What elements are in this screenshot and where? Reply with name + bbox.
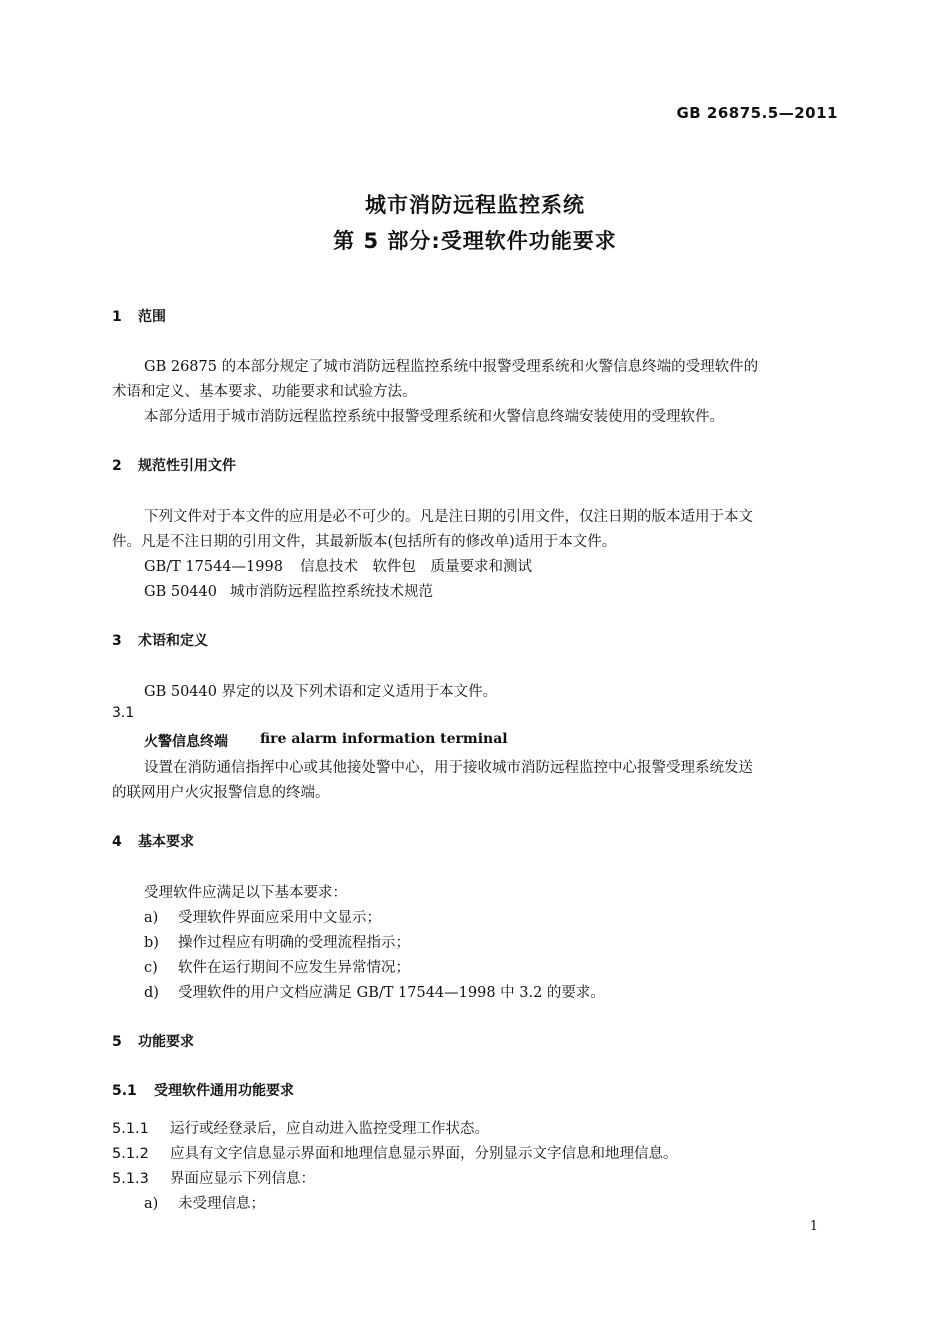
section-heading-terms	[112, 630, 208, 650]
reference-item	[144, 580, 433, 601]
section-heading-basic-requirements	[112, 831, 194, 851]
list-text: 未受理信息；	[178, 1196, 265, 1212]
reference-title: 城市消防远程监控系统技术规范	[230, 584, 433, 600]
subsection-title: 受理软件通用功能要求	[154, 1083, 294, 1099]
list-marker: d)	[144, 985, 159, 1001]
paragraph-applicability: 本部分适用于城市消防远程监控系统中报警受理系统和火警信息终端安装使用的受理软件。	[144, 409, 724, 425]
subsection-heading-general-functions	[112, 1080, 294, 1100]
clause-number: 5.1.1	[112, 1121, 149, 1137]
paragraph-scope-line2: 术语和定义、基本要求、功能要求和试验方法。	[112, 384, 417, 400]
document-subtitle: 第 5 部分:受理软件功能要求	[333, 229, 617, 253]
reference-title: 信息技术 软件包 质量要求和测试	[300, 559, 532, 575]
section-title: 基本要求	[138, 834, 194, 850]
clause-number: 5.1.3	[112, 1171, 149, 1187]
section-number: 5	[112, 1034, 122, 1050]
section-heading-normative-references	[112, 455, 236, 475]
clause-item	[112, 1167, 315, 1188]
list-text: 软件在运行期间不应发生异常情况；	[178, 960, 410, 976]
section-title: 术语和定义	[138, 633, 208, 649]
list-marker: c)	[144, 960, 158, 976]
term-definition-line2: 的联网用户火灾报警信息的终端。	[112, 785, 330, 801]
list-marker: a)	[144, 1196, 159, 1212]
list-text: 受理软件的用户文档应满足 GB/T 17544—1998 中 3.2 的要求。	[178, 985, 605, 1001]
standard-code: GB 26875.5—2011	[676, 104, 838, 122]
document-title: 城市消防远程监控系统	[365, 193, 585, 217]
page-number: 1	[809, 1219, 818, 1234]
section-number: 3	[112, 633, 122, 649]
clause-text: 应具有文字信息显示界面和地理信息显示界面，分别显示文字信息和地理信息。	[170, 1146, 678, 1162]
paragraph-references-line1: 下列文件对于本文件的应用是必不可少的。凡是注日期的引用文件，仅注日期的版本适用于本文	[144, 509, 753, 525]
section-number: 1	[112, 309, 122, 325]
paragraph-basic-intro: 受理软件应满足以下基本要求：	[144, 885, 347, 901]
reference-item	[144, 555, 532, 576]
list-item	[144, 1192, 265, 1213]
reference-code: GB/T 17544—1998	[144, 559, 283, 575]
clause-item	[112, 1117, 489, 1138]
list-text: 操作过程应有明确的受理流程指示；	[178, 935, 410, 951]
term-chinese: 火警信息终端	[144, 734, 228, 750]
section-number: 4	[112, 834, 122, 850]
list-item	[144, 956, 410, 977]
section-title: 范围	[138, 309, 166, 325]
list-item	[144, 931, 410, 952]
term-definition-line1: 设置在消防通信指挥中心或其他接处警中心，用于接收城市消防远程监控中心报警受理系统发送	[144, 760, 753, 776]
list-item	[144, 906, 381, 927]
list-marker: b)	[144, 935, 159, 951]
section-heading-functional-requirements	[112, 1031, 194, 1051]
section-heading-scope	[112, 306, 166, 326]
section-title: 规范性引用文件	[138, 458, 236, 474]
paragraph-references-line2: 件。凡是不注日期的引用文件，其最新版本(包括所有的修改单)适用于本文件。	[112, 534, 617, 550]
clause-text: 运行或经登录后，应自动进入监控受理工作状态。	[170, 1121, 489, 1137]
clause-number: 5.1.2	[112, 1146, 149, 1162]
term-english: fire alarm information terminal	[260, 731, 508, 747]
list-text: 受理软件界面应采用中文显示；	[178, 910, 381, 926]
list-marker: a)	[144, 910, 159, 926]
reference-code: GB 50440	[144, 584, 217, 600]
subsection-number: 5.1	[112, 1083, 137, 1099]
section-number: 2	[112, 458, 122, 474]
paragraph-scope-line1: GB 26875 的本部分规定了城市消防远程监控系统中报警受理系统和火警信息终端的受理软件的	[144, 359, 759, 375]
clause-item	[112, 1142, 678, 1163]
paragraph-terms-intro: GB 50440 界定的以及下列术语和定义适用于本文件。	[144, 684, 498, 700]
section-title: 功能要求	[138, 1034, 194, 1050]
list-item	[144, 981, 605, 1002]
clause-text: 界面应显示下列信息：	[170, 1171, 315, 1187]
term-number: 3.1	[112, 705, 135, 721]
